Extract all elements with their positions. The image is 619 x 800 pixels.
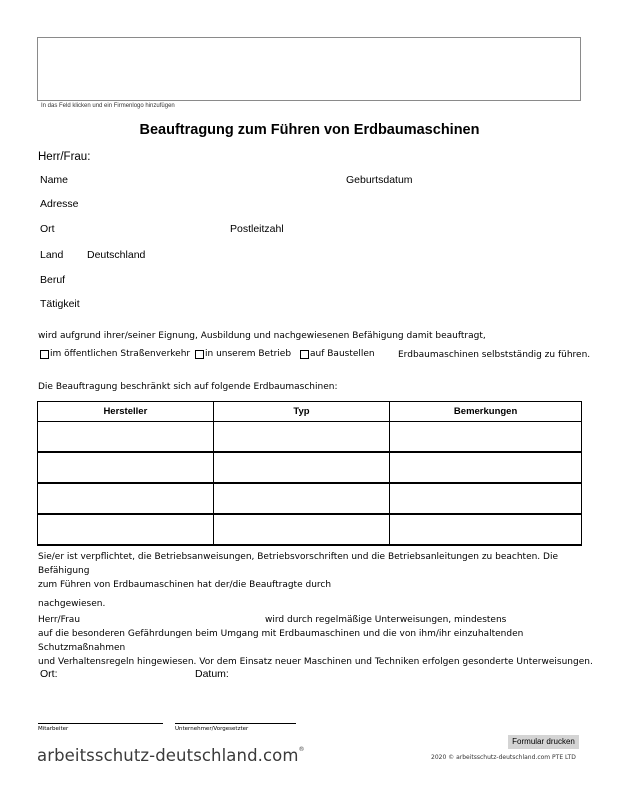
option-company[interactable] [195,349,291,359]
logo-field[interactable] [37,37,581,101]
city-label: Ort [40,223,55,235]
table-row [38,422,582,453]
footer-logo-text: arbeitsschutz-deutschland.com [37,746,299,765]
instruction-herr-frau: Herr/Frau [38,615,81,625]
table-row [38,483,582,514]
manufacturer-cell[interactable] [38,422,214,453]
job-label: Beruf [40,274,66,286]
country-label: Land [40,249,64,261]
sites-label: auf Baustellen [310,349,375,359]
public-traffic-checkbox[interactable] [40,350,49,359]
date-label: Datum: [195,668,229,680]
activity-label: Tätigkeit [40,298,80,310]
copyright-text: 2020 © arbeitsschutz-deutschland.com PTE LTD [431,754,576,761]
employer-signature-label: Unternehmer/Vorgesetzter [175,726,249,732]
place-label: Ort: [40,668,58,680]
birthdate-label: Geburtsdatum [346,174,413,186]
table-row [38,452,582,483]
restriction-text: Die Beauftragung beschränkt sich auf folgende Erdbaumaschinen: [38,382,338,392]
public-traffic-label: im öffentlichen Straßenverkehr [50,349,191,359]
logo-field-hint: In das Feld klicken und ein Firmenlogo hinzufügen [41,103,175,109]
type-cell[interactable] [213,452,389,483]
duty-paragraph [38,550,598,592]
sites-checkbox[interactable] [300,350,309,359]
instruction-line1-rest: wird durch regelmäßige Unterweisungen, mindestens [265,615,507,625]
type-cell[interactable] [213,422,389,453]
type-cell[interactable] [213,483,389,514]
duty-line-1: Sie/er ist verpflichtet, die Betriebsanweisungen, Betriebsvorschriften und die Betriebsanleitungen zu beachten. Die Befähigung [38,552,559,576]
assignment-text: wird aufgrund ihrer/seiner Eignung, Ausbildung und nachgewiesenen Befähigung damit beauftragt, [38,331,486,341]
machine-table [37,401,582,546]
employee-signature-line [38,723,163,724]
header-type: Typ [213,402,389,422]
manufacturer-cell[interactable] [38,452,214,483]
print-form-button[interactable]: Formular drucken [508,735,579,749]
employee-signature-label: Mitarbeiter [38,726,69,732]
footer-logo [37,746,305,765]
remarks-cell[interactable] [390,483,582,514]
instruction-line-3: und Verhaltensregeln hingewiesen. Vor dem Einsatz neuer Maschinen und Techniken erfolgen gesonderte Unterweisungen. [38,657,593,667]
remarks-cell[interactable] [390,422,582,453]
remarks-cell[interactable] [390,452,582,483]
remarks-cell[interactable] [390,514,582,545]
person-heading: Herr/Frau: [38,151,91,163]
name-label: Name [40,174,69,186]
options-suffix: Erdbaumaschinen selbstständig zu führen. [398,350,591,360]
table-header-row [38,402,582,422]
header-manufacturer: Hersteller [38,402,214,422]
manufacturer-cell[interactable] [38,514,214,545]
company-checkbox[interactable] [195,350,204,359]
company-label: in unserem Betrieb [205,349,292,359]
employer-signature-line [175,723,296,724]
option-public-traffic[interactable] [40,349,190,359]
duty-line-2: zum Führen von Erdbaumaschinen hat der/die Beauftragte durch [38,580,332,590]
table-row [38,514,582,545]
instruction-paragraph [38,613,598,669]
zip-label: Postleitzahl [230,223,284,235]
type-cell[interactable] [213,514,389,545]
header-remarks: Bemerkungen [390,402,582,422]
page-title: Beauftragung zum Führen von Erdbaumaschinen [139,122,480,138]
country-value: Deutschland [87,249,146,261]
registered-mark: ® [298,746,305,753]
manufacturer-cell[interactable] [38,483,214,514]
proven-text: nachgewiesen. [38,599,106,609]
instruction-line-2: auf die besonderen Gefährdungen beim Umgang mit Erdbaumaschinen und die von ihm/ihr einzuhaltenden Schutzmaßnahmen [38,629,524,653]
address-label: Adresse [40,198,79,210]
option-sites[interactable] [300,349,375,359]
